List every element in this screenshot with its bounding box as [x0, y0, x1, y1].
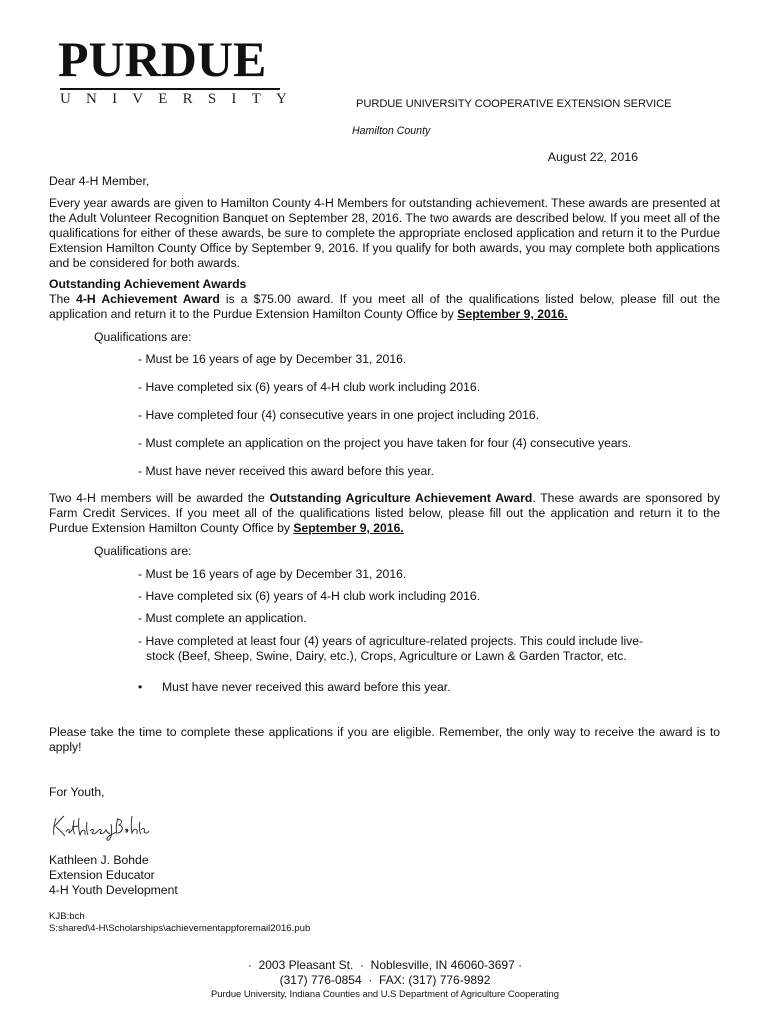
section1-heading: Outstanding Achievement Awards	[49, 277, 247, 291]
letter-date: August 22, 2016	[547, 150, 638, 164]
county-name: Hamilton County	[352, 125, 431, 137]
section2-paragraph: Two 4-H members will be awarded the Outstanding Agriculture Achievement Award. These awards are sponsored by Farm Credit Services. If you meet all of the qualifications listed below, please fill out the application and return it to the Purdue Extension Hamilton County Office by September 9, 2016.	[49, 491, 720, 535]
deadline: September 9, 2016.	[457, 307, 568, 321]
qualification-item: - Have completed at least four (4) years of agriculture-related projects. This could include live-	[138, 634, 644, 648]
bullet-item: • Must have never received this award before this year.	[138, 680, 451, 694]
extension-service-title: PURDUE UNIVERSITY COOPERATIVE EXTENSION SERVICE	[356, 98, 672, 110]
award-name: Outstanding Agriculture Achievement Award	[269, 491, 533, 505]
salutation: Dear 4-H Member,	[49, 174, 150, 188]
signatory-name: Kathleen J. Bohde	[49, 853, 149, 867]
footer-phone: (317) 776-0854 · FAX: (317) 776-9892	[279, 973, 491, 987]
qualification-item: - Must complete an application.	[138, 611, 307, 625]
signatory-department: 4-H Youth Development	[49, 883, 178, 897]
footer-address: · 2003 Pleasant St. · Noblesville, IN 46060-3697 ·	[247, 958, 523, 972]
closing-paragraph: Please take the time to complete these applications if you are eligible. Remember, the only way to receive the award is to apply!	[49, 725, 720, 754]
intro-paragraph: Every year awards are given to Hamilton County 4-H Members for outstanding achievement. These awards are presented at the Adult Volunteer Recognition Banquet on September 28, 2016. The two awards are described below. If you meet all of the qualifications for either of these awards, be sure to complete the appropriate enclosed application and return it to the Purdue Extension Hamilton County Office by September 9, 2016. If you qualify for both awards, you may complete both applications and be considered for both awards.	[49, 196, 720, 270]
section1-paragraph: The 4-H Achievement Award is a $75.00 award. If you meet all of the qualifications listed below, please fill out the application and return it to the Purdue Extension Hamilton County Office by September 9, 2016.	[49, 292, 721, 321]
qualification-item: - Must complete an application on the project you have taken for four (4) consecutive years.	[138, 436, 632, 450]
purdue-logo-wordmark: PURDUE	[58, 31, 267, 87]
file-path: S:shared\4-H\Scholarships\achievementappforemail2016.pub	[49, 923, 311, 934]
qualification-item: - Must be 16 years of age by December 31, 2016.	[138, 567, 407, 581]
closing: For Youth,	[49, 785, 105, 799]
deadline: September 9, 2016.	[293, 521, 404, 535]
signature-icon	[50, 810, 150, 842]
bullet-icon: •	[138, 680, 143, 694]
signatory-title: Extension Educator	[49, 868, 155, 882]
logo-divider	[60, 88, 280, 90]
qualification-item: - Have completed six (6) years of 4-H club work including 2016.	[138, 380, 481, 394]
purdue-logo-subtitle: UNIVERSITY	[60, 91, 302, 107]
qualifications-label: Qualifications are:	[94, 330, 192, 344]
reference-initials: KJB:bch	[49, 911, 85, 922]
qualification-item: - Must be 16 years of age by December 31, 2016.	[138, 352, 407, 366]
qualification-item: - Have completed four (4) consecutive years in one project including 2016.	[138, 408, 540, 422]
award-name: 4-H Achievement Award	[76, 292, 220, 306]
qualification-item-continued: stock (Beef, Sheep, Swine, Dairy, etc.), Crops, Agriculture or Lawn & Garden Tractor, etc.	[146, 649, 627, 663]
qualification-item: - Must have never received this award before this year.	[138, 464, 435, 478]
qualification-item: - Have completed six (6) years of 4-H club work including 2016.	[138, 589, 481, 603]
footer-note: Purdue University, Indiana Counties and U.S Department of Agriculture Cooperating	[211, 988, 559, 999]
qualifications-label: Qualifications are:	[94, 544, 192, 558]
